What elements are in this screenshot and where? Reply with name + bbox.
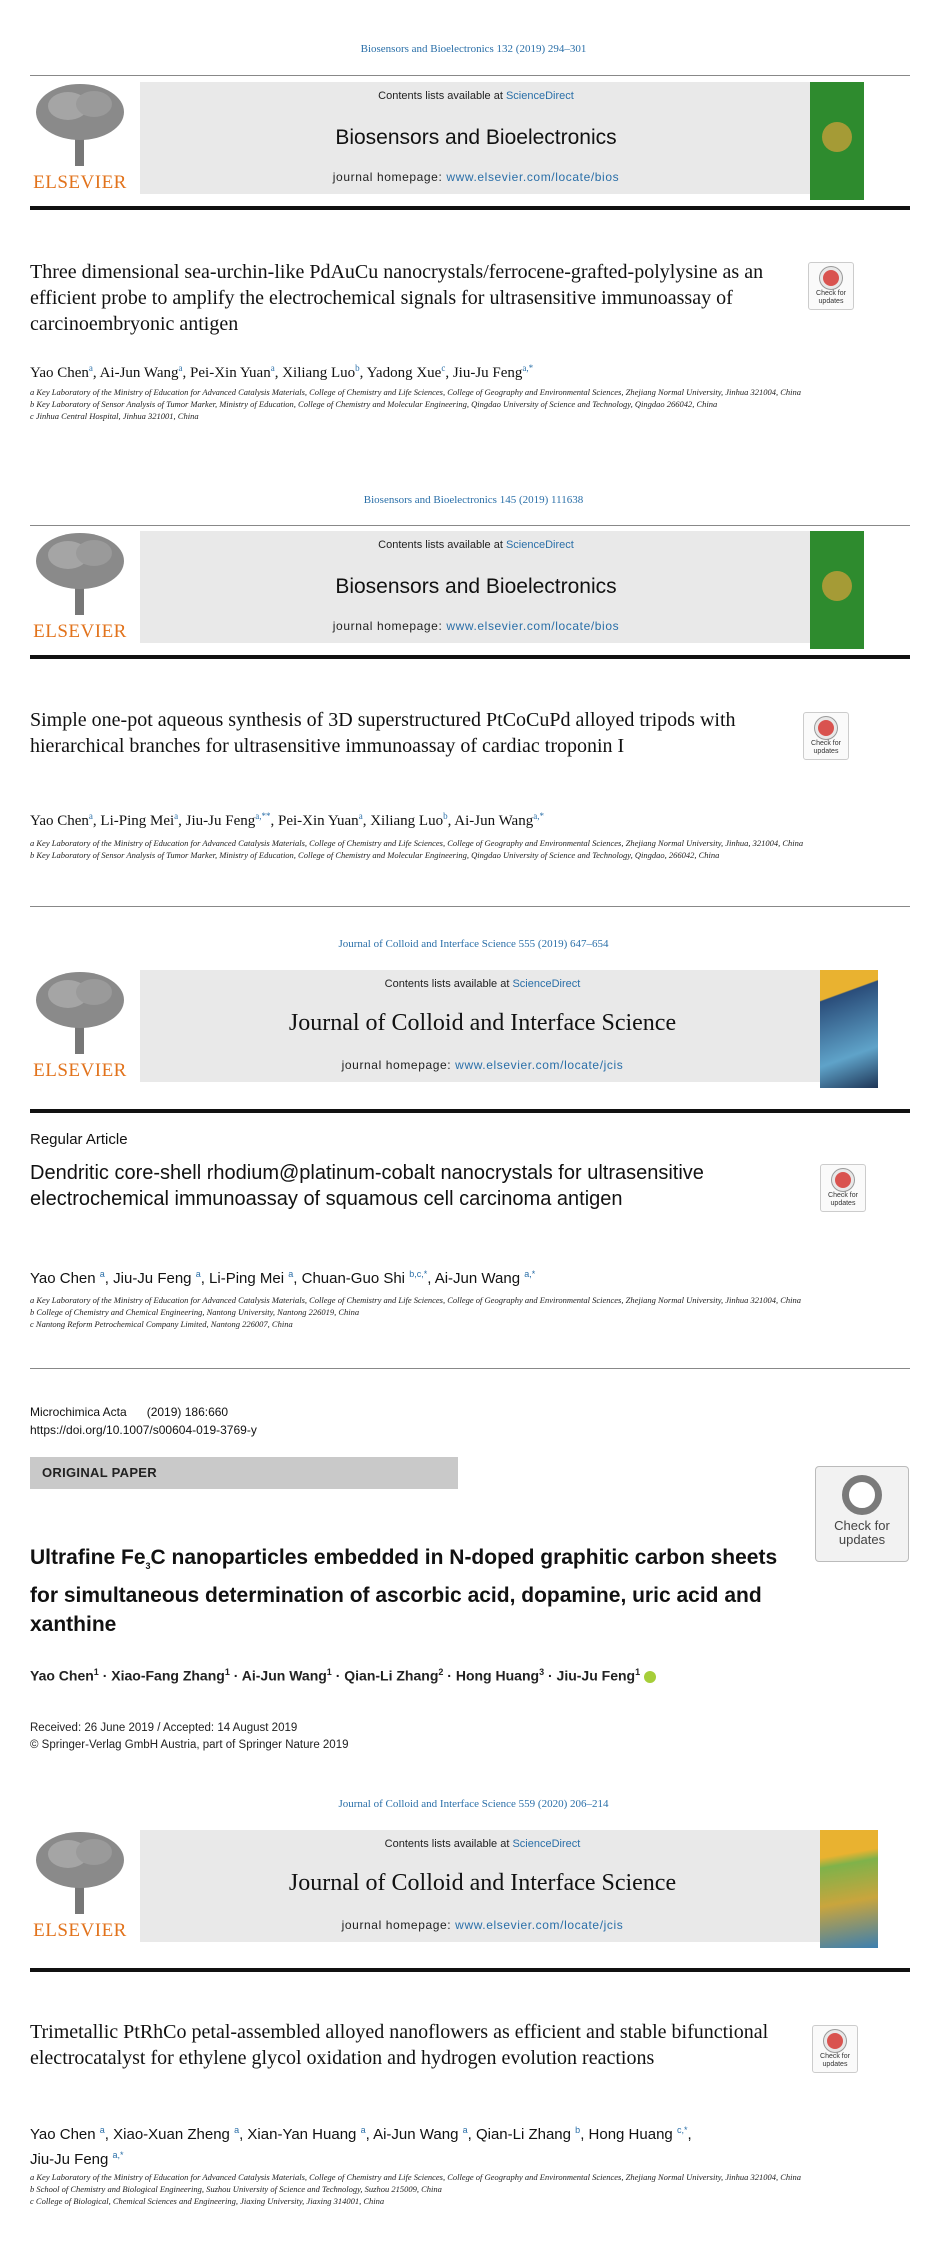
sciencedirect-link[interactable]: ScienceDirect [512, 978, 581, 990]
doi-link[interactable]: https://doi.org/10.1007/s00604-019-3769-y [30, 1423, 257, 1437]
homepage-link[interactable]: www.elsevier.com/locate/bios [446, 619, 620, 633]
check-for-updates-button[interactable]: Check for updates [812, 2025, 858, 2073]
journal-homepage: journal homepage: www.elsevier.com/locate/jcis [341, 1918, 624, 1932]
homepage-link[interactable]: www.elsevier.com/locate/jcis [455, 1918, 624, 1932]
journal-masthead [30, 531, 910, 649]
citation-line: Journal of Colloid and Interface Science 559 (2020) 206–214 [338, 1798, 609, 1810]
journal-cover-image [810, 82, 864, 200]
article-title: Simple one-pot aqueous synthesis of 3D superstructured PtCoCuPd alloyed tripods with hierarchical branches for ultrasensitive immunoassay of cardiac troponin I [30, 709, 736, 757]
author-list: Yao Chen$^a$, Ai-Jun Wang$^a$, Pei-Xin Yuan$^a$, Xiliang Luo$^b$, Yadong Xue$^c$, Jiu-Ju Feng$^{a,*}$ [30, 363, 534, 381]
elsevier-wordmark: ELSEVIER [33, 172, 127, 193]
elsevier-wordmark: ELSEVIER [33, 621, 127, 642]
journal-masthead [30, 1830, 910, 1948]
check-for-updates-button[interactable]: Check for updates [808, 262, 854, 310]
article-title: Trimetallic PtRhCo petal-assembled alloyed nanoflowers as efficient and stable bifunctional electrocatalyst for ethylene glycol oxidation and hydrogen evolution reactions [30, 2021, 769, 2069]
journal-cover-image [820, 1830, 878, 1948]
journal-cover-image [810, 531, 864, 649]
divider [30, 75, 910, 76]
article-type: ORIGINAL PAPER [30, 1457, 458, 1489]
sciencedirect-link[interactable]: ScienceDirect [505, 539, 574, 551]
author-list: Yao Chen $^a$, Jiu-Ju Feng $^a$, Li-Ping Mei $^a$, Chuan-Guo Shi $^{b,c,*}$, Ai-Jun Wang $^{a,*}$ [30, 1269, 536, 1287]
article-title: Ultrafine $Fe_3C$ nanoparticles embedded in N-doped graphitic carbon sheets for simultaneous determination of ascorbic acid, dopamine, uric acid and xanthine [30, 1546, 778, 1637]
homepage-link[interactable]: www.elsevier.com/locate/bios [446, 170, 620, 184]
check-updates-icon [842, 1475, 882, 1515]
check-for-updates-button[interactable]: Check for updates [803, 712, 849, 760]
journal-title: Biosensors and Bioelectronics [335, 575, 617, 598]
masthead-rule [30, 655, 910, 659]
publication-dates: Received: 26 June 2019 / Accepted: 14 August 2019 © Springer-Verlag GmbH Austria, part of Springer Nature 2019 [30, 1722, 349, 1751]
check-for-updates-button[interactable]: Check for updates [820, 1164, 866, 1212]
journal-cover-image [820, 970, 878, 1088]
contents-line: Contents lists available at ScienceDirect [384, 978, 581, 990]
journal-homepage: journal homepage: www.elsevier.com/locate/bios [332, 170, 620, 184]
divider [30, 906, 910, 907]
journal-meta: Microchimica Acta (2019) 186:660 https://doi.org/10.1007/s00604-019-3769-y [30, 1405, 257, 1437]
masthead-rule [30, 1968, 910, 1972]
journal-homepage: journal homepage: www.elsevier.com/locate/bios [332, 619, 620, 633]
author-list: Yao Chen $^a$, Xiao-Xuan Zheng $^a$, Xian-Yan Huang $^a$, Ai-Jun Wang $^a$, Qian-Li Zhang $^b$, Hong Huang $^{c,*}$, Jiu-Ju Feng $^{a,*}$ [30, 2125, 692, 2168]
journal-title: Biosensors and Bioelectronics [335, 126, 617, 149]
article-type: Regular Article [30, 1131, 128, 1148]
check-for-updates-button[interactable]: Check for updates [815, 1466, 909, 1562]
elsevier-wordmark: ELSEVIER [33, 1920, 127, 1941]
journal-header-box [140, 531, 812, 643]
check-updates-icon [824, 2030, 846, 2052]
masthead-rule [30, 1109, 910, 1113]
elsevier-logo [30, 82, 130, 194]
journal-masthead [30, 82, 910, 200]
journal-masthead [30, 970, 910, 1088]
author-list: Yao Chen$^a$, Li-Ping Mei$^a$, Jiu-Ju Feng$^{a,**}$, Pei-Xin Yuan$^a$, Xiliang Luo$^b$, Ai-Jun Wang$^{a,*}$ [30, 811, 544, 829]
contents-line: Contents lists available at ScienceDirect [378, 90, 574, 102]
check-updates-icon [815, 717, 837, 739]
masthead-rule [30, 206, 910, 210]
contents-line: Contents lists available at ScienceDirect [378, 539, 574, 551]
journal-header-box [140, 1830, 825, 1942]
citation-line: Biosensors and Bioelectronics 132 (2019) 294–301 [360, 43, 587, 55]
citation-line: Biosensors and Bioelectronics 145 (2019) 111638 [363, 494, 584, 506]
journal-header-box [140, 970, 825, 1082]
citation-line: Journal of Colloid and Interface Science 555 (2019) 647–654 [338, 938, 609, 950]
check-updates-icon [832, 1169, 854, 1191]
journal-homepage: journal homepage: www.elsevier.com/locate/jcis [341, 1058, 624, 1072]
journal-title: Journal of Colloid and Interface Science [288, 1870, 677, 1896]
affiliations: a Key Laboratory of the Ministry of Education for Advanced Catalysis Materials, College of Chemistry and Life Sciences, College of Geography and Environmental Sciences, Zhejiang Normal University, Jinhua 321004, China b College of Chemistry and Chemical Engineering, Nantong University, Nantong 226019, China c Nantong Reform Petrochemical Company Limited, Nantong 226007, China [30, 1295, 802, 1329]
author-list: Yao Chen$^1$ · Xiao-Fang Zhang$^1$ · Ai-Jun Wang$^1$ · Qian-Li Zhang$^2$ · Hong Huang$^3$ · Jiu-Ju Feng$^1$ [30, 1667, 656, 1684]
sciencedirect-link[interactable]: ScienceDirect [505, 90, 574, 102]
journal-title: Journal of Colloid and Interface Science [288, 1010, 677, 1036]
article-type-bar [0, 1457, 947, 1491]
affiliations: a Key Laboratory of the Ministry of Education for Advanced Catalysis Materials, College of Chemistry and Life Sciences, College of Geography and Environmental Sciences, Zhejiang Normal University, Jinhua 321004, China b School of Chemistry and Biological Engineering, Suzhou University of Science and Technology, Suzhou 215009, China c College of Biological, Chemical Sciences and Engineering, Jiaxing University, Jiaxing 314001, China [30, 2172, 802, 2206]
orcid-icon[interactable] [644, 1671, 656, 1683]
journal-header-box [140, 82, 812, 194]
affiliations: a Key Laboratory of the Ministry of Education for Advanced Catalysis Materials, College of Chemistry and Life Sciences, College of Geography and Environmental Sciences, Zhejiang Normal University, Jinhua, 321004, China b Key Laboratory of Sensor Analysis of Tumor Marker, Ministry of Education, College of Chemistry and Molecular Engineering, Qingdao University of Science and Technology, Qingdao, 266042, China [30, 838, 804, 860]
divider [30, 1368, 910, 1369]
article-title: Dendritic core-shell rhodium@platinum-cobalt nanocrystals for ultrasensitive electrochemical immunoassay of squamous cell carcinoma antigen [30, 1162, 704, 1210]
elsevier-wordmark: ELSEVIER [33, 1060, 127, 1081]
article-title: Three dimensional sea-urchin-like PdAuCu nanocrystals/ferrocene-grafted-polylysine as an efficient probe to amplify the electrochemical signals for ultrasensitive immunoassay of carcinoembryonic antigen [30, 261, 764, 335]
sciencedirect-link[interactable]: ScienceDirect [512, 1838, 581, 1850]
affiliations: a Key Laboratory of the Ministry of Education for Advanced Catalysis Materials, College of Chemistry and Life Sciences, College of Geography and Environmental Sciences, Zhejiang Normal University, Jinhua 321004, China b Key Laboratory of Sensor Analysis of Tumor Marker, Ministry of Education, College of Chemistry and Molecular Engineering, Qingdao University of Science and Technology, Qingdao 266042, China c Jinhua Central Hospital, Jinhua 321001, China [30, 387, 802, 421]
elsevier-logo [30, 531, 130, 643]
elsevier-logo [30, 1830, 130, 1942]
divider [30, 525, 910, 526]
contents-line: Contents lists available at ScienceDirect [384, 1838, 581, 1850]
check-updates-icon [820, 267, 842, 289]
homepage-link[interactable]: www.elsevier.com/locate/jcis [455, 1058, 624, 1072]
elsevier-logo [30, 970, 130, 1082]
